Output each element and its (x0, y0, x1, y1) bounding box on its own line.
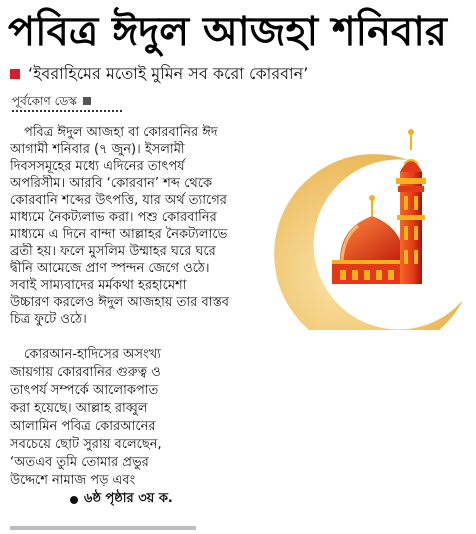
dotted-divider (12, 110, 122, 112)
text-line: কোরআন-হাদিসের অসংখ্য (24, 347, 161, 362)
text-line: আলামিন পবিত্র কোরআনের (10, 419, 156, 434)
text-line: দিবসসমূহের মধ্যে এদিনের তাৎপর্য (10, 159, 185, 174)
text-line: সবচেয়ে ছোট সুরায় বলেছেন, (10, 437, 162, 452)
text-line: সবাই সাম্যবাদের মর্মকথা হরহামেশা (10, 278, 187, 293)
text-line: মাধ্যমে নৈকট্যলাভ করা। পশু কোরবানির (10, 210, 217, 225)
subheadline (10, 62, 470, 86)
square-bullet-icon (83, 97, 91, 105)
text-line: জায়গায় কোরবানির গুরুত্ব ও (10, 365, 161, 380)
text-line: অপরিসীম। আরবি ‘কোরবান’ শব্দ থেকে (10, 176, 213, 191)
text-line: মাধ্যমে এ দিনে বান্দা আল্লাহর নৈকট্যলাভে (10, 227, 228, 242)
headline: পবিত্র ঈদুল আজহা শনিবার (8, 9, 447, 55)
text-line: আগামী শনিবার (৭ জুন)। ইসলামী (10, 142, 185, 157)
text-line: উদ্দেশে নামাজ পড় এবং (10, 473, 136, 488)
text-line: ব্রতী হয়। ফলে মুসলিম উম্মাহর ঘরে ঘরে (10, 244, 216, 259)
text-line: দ্বীনি আমেজে প্রাণ স্পন্দন জেগে ওঠে। (10, 261, 210, 276)
byline-text: পূর্বকোণ ডেস্ক (12, 94, 77, 108)
text-line: উচ্চারণ করলেও ঈদুল আজহায় তার বাস্তব (10, 295, 230, 310)
text-line: পবিত্র ঈদুল আজহা বা কোরবানির ঈদ (24, 125, 218, 140)
crescent-mosque-illustration (258, 120, 468, 330)
text-line: কোরবানি শব্দের উৎপত্তি, যার অর্থ ত্যাগের (10, 193, 227, 208)
continued-note (70, 489, 173, 510)
bullet-dot-icon (70, 496, 78, 504)
bottom-rule (10, 526, 196, 530)
text-line: করা হয়েছে। আল্লাহ রাব্বুল (10, 401, 148, 416)
text-line: তাৎপর্য সম্পর্কে আলোকপাত (10, 383, 159, 398)
byline (12, 93, 91, 109)
minaret-tower-icon (396, 129, 426, 284)
subheadline-text: ‘ইবরাহিমের মতোই মুমিন সব করো কোরবান’ (28, 64, 309, 83)
continued-text: ৬ষ্ঠ পৃষ্ঠার ৩য় ক. (84, 491, 173, 506)
red-square-icon (10, 69, 20, 79)
text-line: ‘অতএব তুমি তোমার প্রভুর (10, 455, 149, 470)
text-line: চিত্র ফুটে ওঠে। (10, 312, 87, 327)
